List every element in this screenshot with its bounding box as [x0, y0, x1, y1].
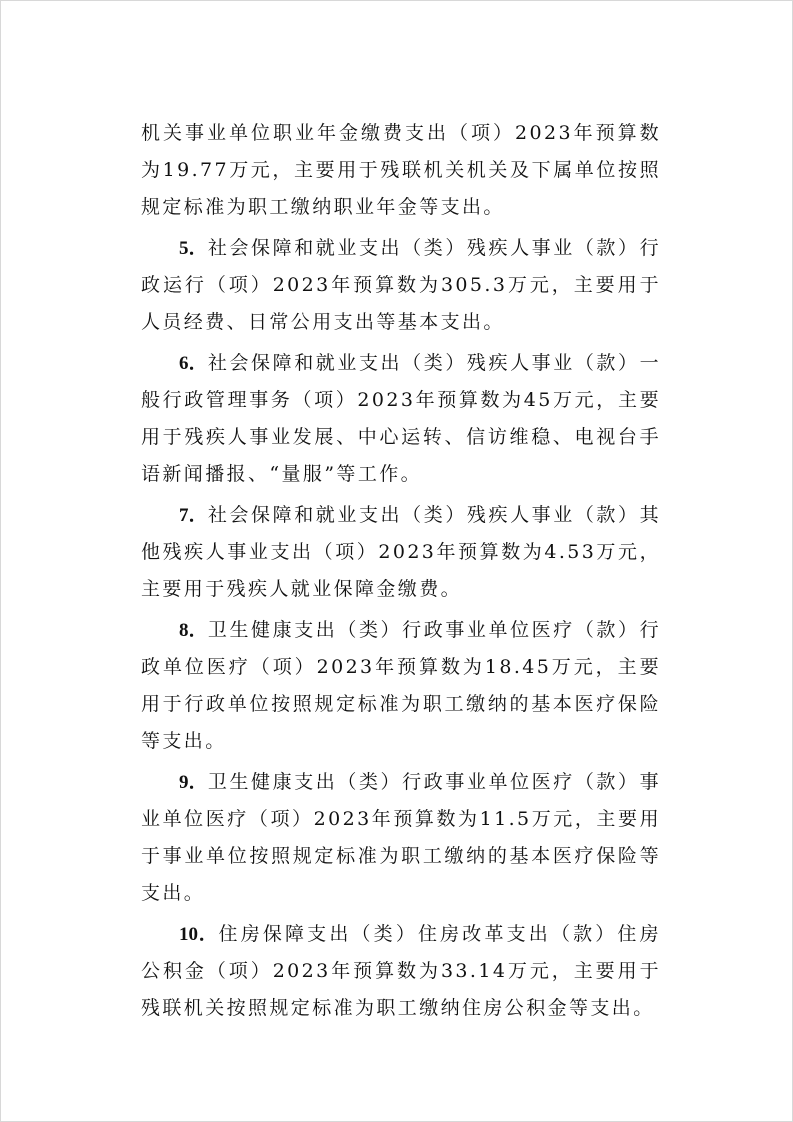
paragraph-text: 社会保障和就业支出（类）残疾人事业（款）行政运行（项）2023年预算数为305.3万元，主要用于人员经费、日常公用支出等基本支出。	[141, 237, 661, 333]
item-number: 9．	[179, 772, 208, 793]
paragraph-6	[141, 345, 661, 493]
item-number: 6．	[179, 353, 208, 374]
paragraph-text: 卫生健康支出（类）行政事业单位医疗（款）事业单位医疗（项）2023年预算数为11.5万元，主要用于事业单位按照规定标准为职工缴纳的基本医疗保险等支出。	[141, 771, 661, 904]
paragraph-text: 卫生健康支出（类）行政事业单位医疗（款）行政单位医疗（项）2023年预算数为18.45万元，主要用于行政单位按照规定标准为职工缴纳的基本医疗保险等支出。	[141, 619, 661, 752]
paragraph-9	[141, 764, 661, 912]
document-body	[141, 115, 661, 1027]
paragraph-1	[141, 115, 661, 226]
item-number: 7．	[179, 505, 208, 526]
paragraph-text: 住房保障支出（类）住房改革支出（款）住房公积金（项）2023年预算数为33.14万元，主要用于残联机关按照规定标准为职工缴纳住房公积金等支出。	[141, 923, 661, 1019]
paragraph-text: 社会保障和就业支出（类）残疾人事业（款）其他残疾人事业支出（项）2023年预算数为4.53万元，主要用于残疾人就业保障金缴费。	[141, 504, 661, 600]
paragraph-8	[141, 612, 661, 760]
paragraph-5	[141, 230, 661, 341]
item-number: 10．	[179, 924, 219, 945]
item-number: 8．	[179, 620, 208, 641]
item-number: 5．	[179, 238, 208, 259]
paragraph-7	[141, 497, 661, 608]
paragraph-text: 社会保障和就业支出（类）残疾人事业（款）一般行政管理事务（项）2023年预算数为45万元，主要用于残疾人事业发展、中心运转、信访维稳、电视台手语新闻播报、“量服”等工作。	[141, 352, 661, 485]
paragraph-10	[141, 916, 661, 1027]
paragraph-text: 机关事业单位职业年金缴费支出（项）2023年预算数为19.77万元，主要用于残联机关机关及下属单位按照规定标准为职工缴纳职业年金等支出。	[141, 122, 661, 218]
